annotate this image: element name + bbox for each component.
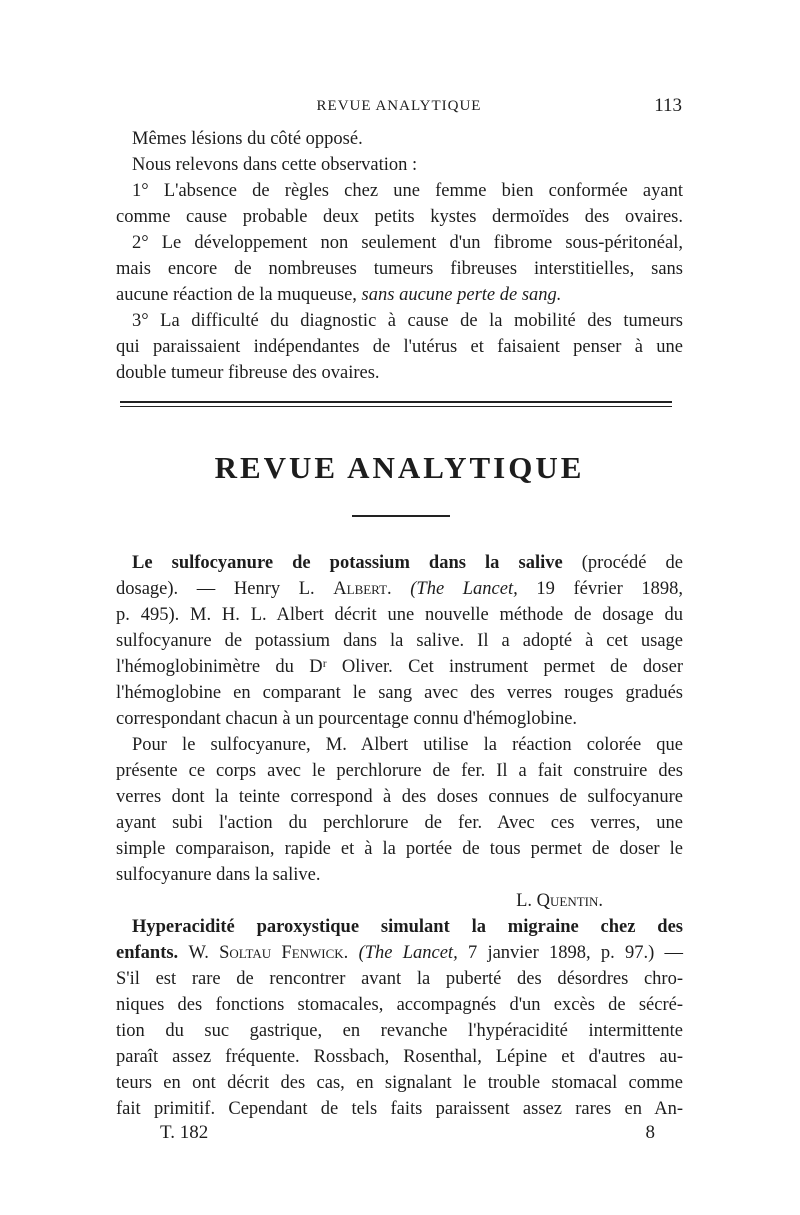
citation-line [116, 576, 683, 602]
text-line: sulfocyanure dans la salive. [116, 865, 321, 885]
text-line: verres dont la teinte correspond à des doses connues de sulfocyanure [116, 787, 683, 807]
text-span: (procédé de [581, 553, 684, 573]
text-line: Pour le sulfocyanure, M. Albert utilise la réaction colorée que [132, 735, 683, 755]
running-header [116, 95, 682, 122]
text-line: 2° Le développement non seulement d'un fibrome sous-péritonéal, [132, 233, 683, 253]
page-footer [160, 1122, 655, 1150]
text-line: qui paraissaient indépendantes de l'utérus et faisaient penser à une [116, 337, 683, 357]
double-rule-top [120, 401, 672, 403]
running-title: REVUE ANALYTIQUE [316, 98, 482, 114]
text-line: 3° La difficulté du diagnostic à cause de la mobilité des tumeurs [132, 311, 683, 331]
citation-ref: 7 janvier 1898, p. 97.) — [467, 943, 684, 963]
text-line: simple comparaison, rapide et à la portée de tous permet de doser le [116, 839, 683, 859]
article-1 [116, 550, 684, 911]
page-number: 113 [654, 95, 682, 116]
text-line [116, 282, 683, 308]
text-line: Mêmes lésions du côté opposé. [132, 129, 363, 149]
volume-number: T. 182 [160, 1122, 209, 1143]
text-line: p. 495). M. H. L. Albert décrit une nouvelle méthode de dosage du [116, 605, 683, 625]
signature-mark: 8 [645, 1122, 655, 1143]
text-line: sulfocyanure de potassium dans la salive. Il a adopté à cet usage [116, 631, 683, 651]
article-title: Le sulfocyanure de potassium dans la salive [132, 553, 563, 573]
text-line: l'hémoglobine en comparant le sang avec des verres rouges gradués [116, 683, 683, 703]
text-line: l'hémoglobinimètre du Dʳ Oliver. Cet instrument permet de doser [116, 657, 683, 677]
text-line: présente ce corps avec le perchlorure de fer. Il a fait construire des [116, 761, 683, 781]
text-line: comme cause probable deux petits kystes dermoïdes des ovaires. [116, 207, 683, 227]
text-span: dosage). — Henry L. [116, 579, 315, 599]
top-section [116, 126, 683, 383]
text-line: mais encore de nombreuses tumeurs fibreuses interstitielles, sans [116, 259, 683, 279]
text-line: teurs en ont décrit des cas, en signalant le trouble stomacal comme [116, 1073, 683, 1093]
text-line: Nous relevons dans cette observation : [132, 155, 418, 175]
text-line: correspondant chacun à un pourcentage connu d'hémoglobine. [116, 709, 578, 729]
journal-name: (The Lancet, [410, 579, 518, 599]
text-line: 1° L'absence de règles chez une femme bien conformée ayant [132, 181, 683, 201]
author-name: W. Soltau Fenwick. [188, 943, 349, 963]
text-line: niques des fonctions stomacales, accompagnés d'un excès de sécré- [116, 995, 683, 1015]
double-rule-bottom [120, 406, 672, 407]
article-title-line: Hyperacidité paroxystique simulant la migraine chez des [132, 917, 683, 937]
text-line: fait primitif. Cependant de tels faits paraissent assez rares en An- [116, 1099, 683, 1119]
text-line: S'il est rare de rencontrer avant la puberté des désordres chro- [116, 969, 683, 989]
citation-line [116, 940, 683, 966]
author-name: Albert. [333, 579, 392, 599]
text-span: aucune réaction de la muqueuse, [116, 285, 357, 305]
journal-name: (The Lancet, [358, 943, 458, 963]
article-2 [116, 914, 683, 1124]
article-title-line [116, 550, 683, 576]
italic-phrase: sans aucune perte de sang. [361, 285, 562, 305]
text-line: ayant subi l'action du perchlorure de fer. Avec ces verres, une [116, 813, 683, 833]
heading-rule [352, 515, 450, 517]
section-heading: REVUE ANALYTIQUE [214, 450, 585, 485]
citation-date: 19 février 1898, [536, 579, 683, 599]
text-line: tion du suc gastrique, en revanche l'hypéracidité intermittente [116, 1021, 683, 1041]
article-signature: L. Quentin. [516, 891, 603, 911]
text-line: double tumeur fibreuse des ovaires. [116, 363, 380, 383]
article-title: enfants. [116, 943, 179, 963]
text-line: paraît assez fréquente. Rossbach, Rosenthal, Lépine et d'autres au- [116, 1047, 683, 1067]
